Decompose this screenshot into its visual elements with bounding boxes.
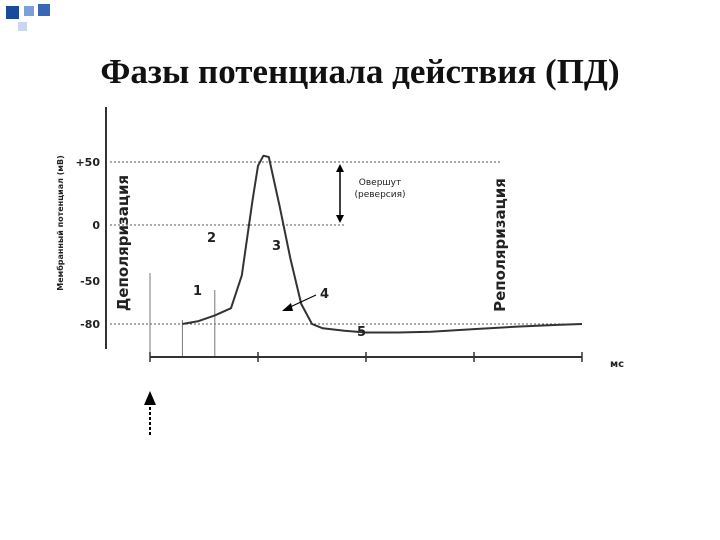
overshoot-arrow-down: [336, 215, 344, 223]
y-tick-label: -50: [80, 275, 100, 288]
phase-label: 5: [357, 325, 367, 340]
phase-label: 3: [272, 239, 282, 254]
depolarization-label: Деполяризация: [114, 174, 132, 312]
y-tick-label: -80: [80, 318, 100, 331]
overshoot-label: Овершут: [358, 178, 402, 188]
action-potential-chart: [50, 105, 630, 445]
repolarization-label: Реполяризация: [491, 178, 509, 312]
slide-corner-decoration: [0, 0, 90, 50]
phase-label: 2: [207, 231, 217, 246]
decor-square: [6, 6, 19, 19]
y-axis-title: Мембранный потенциал (мВ): [56, 155, 65, 291]
decor-square: [18, 22, 27, 31]
decor-square: [24, 6, 34, 16]
overshoot-arrow-up: [336, 164, 344, 172]
y-tick-label: +50: [75, 156, 100, 169]
phase-label: 1: [193, 284, 203, 299]
slide-title: Фазы потенциала действия (ПД): [100, 52, 620, 91]
decor-square: [38, 4, 50, 16]
x-axis-unit: мс: [610, 359, 625, 370]
overshoot-label-sub: (реверсия): [354, 190, 406, 200]
y-tick-label: 0: [92, 219, 100, 232]
phase-4-arrow-head: [282, 303, 293, 311]
phase-label: 4: [320, 287, 330, 302]
stimulus-arrow-head: [144, 391, 156, 405]
